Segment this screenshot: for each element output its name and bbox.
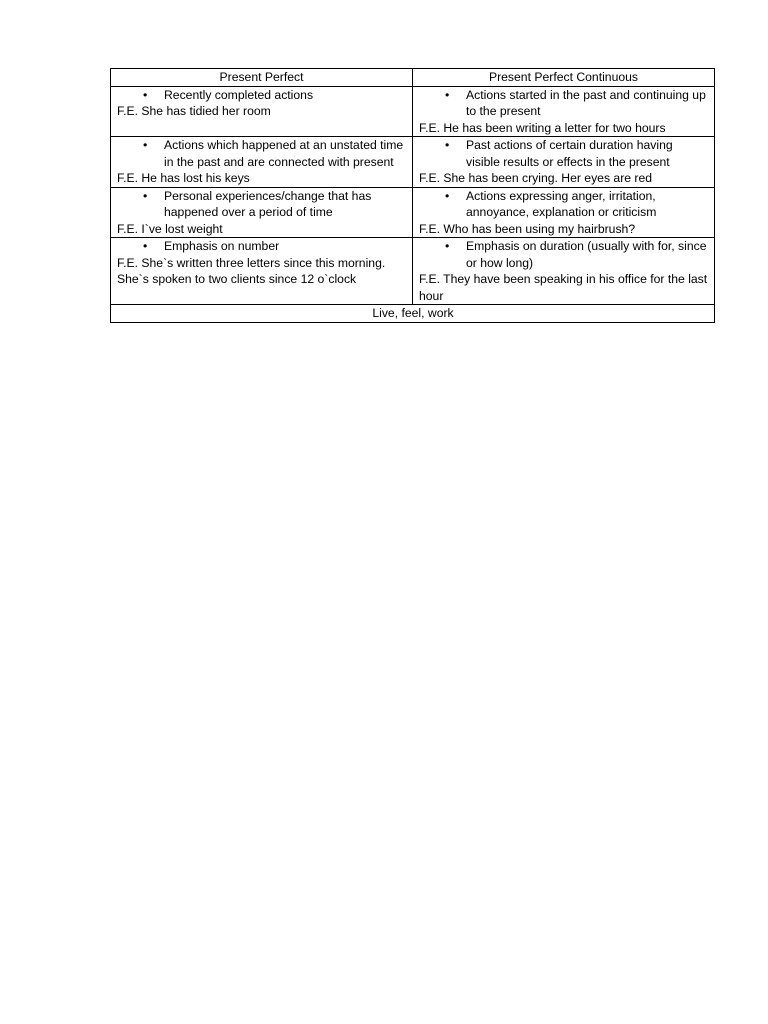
usage-bullet: • Personal experiences/change that has happened over a period of time <box>117 188 407 221</box>
tense-comparison-table <box>110 68 715 323</box>
footer-cell: Live, feel, work <box>111 305 715 323</box>
usage-example: F.E. He has lost his keys <box>117 171 250 185</box>
header-present-perfect-continuous: Present Perfect Continuous <box>413 69 715 87</box>
table-cell <box>413 86 715 137</box>
usage-bullet: • Recently completed actions <box>117 87 407 104</box>
usage-example: F.E. Who has been using my hairbrush? <box>419 221 636 236</box>
usage-example: F.E. He has been writing a letter for two hours <box>419 120 666 135</box>
table-cell <box>413 187 715 238</box>
table-row <box>111 86 715 137</box>
table-cell <box>111 86 413 137</box>
usage-bullet: • Emphasis on number <box>117 238 407 255</box>
usage-example: F.E. She`s written three letters since this morning. <box>117 255 386 270</box>
usage-bullet: • Actions expressing anger, irritation, annoyance, explanation or criticism <box>419 188 709 221</box>
table-cell <box>111 238 413 305</box>
usage-example: F.E. They have been speaking in his office for the last hour <box>419 272 708 303</box>
usage-example: She`s spoken to two clients since 12 o`clock <box>117 272 357 286</box>
usage-example: F.E. I`ve lost weight <box>117 221 223 236</box>
table-cell <box>111 187 413 238</box>
table-cell <box>413 238 715 305</box>
usage-bullet: • Emphasis on duration (usually with for, since or how long) <box>419 238 709 271</box>
header-present-perfect: Present Perfect <box>111 69 413 87</box>
usage-bullet: • Actions started in the past and continuing up to the present <box>419 87 709 120</box>
table-row <box>111 137 715 188</box>
usage-example: F.E. She has tidied her room <box>117 104 271 118</box>
table-cell <box>413 137 715 188</box>
table-row <box>111 238 715 305</box>
footer-row <box>111 305 715 323</box>
header-row <box>111 69 715 87</box>
usage-example: F.E. She has been crying. Her eyes are red <box>419 171 653 185</box>
table-row <box>111 187 715 238</box>
usage-bullet: • Actions which happened at an unstated time in the past and are connected with present <box>117 137 407 170</box>
table-cell <box>111 137 413 188</box>
usage-bullet: • Past actions of certain duration having visible results or effects in the present <box>419 137 709 170</box>
